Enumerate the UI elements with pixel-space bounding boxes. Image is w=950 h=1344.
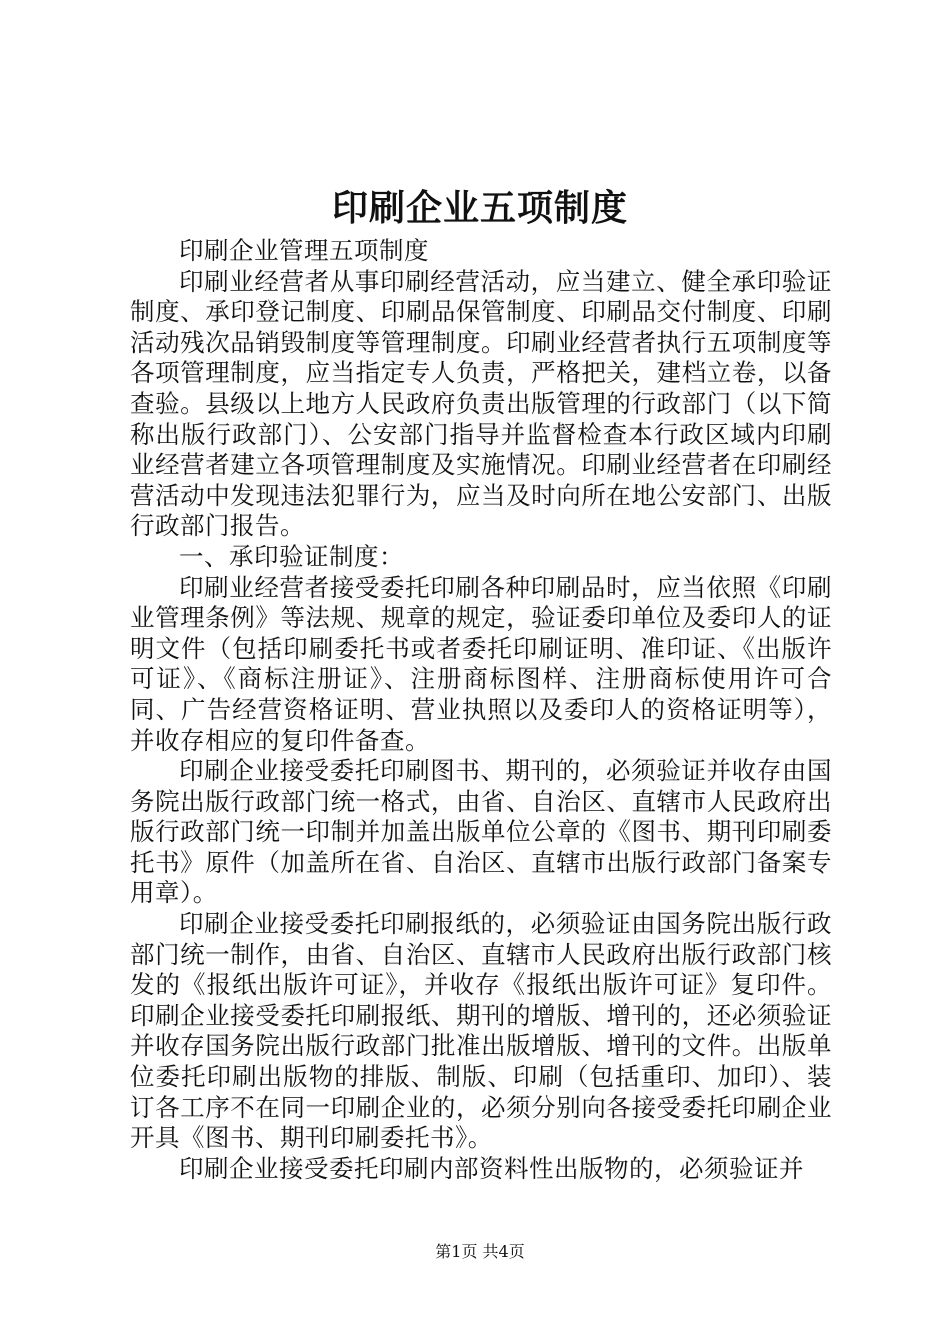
document-body — [130, 236, 832, 1184]
paragraph-subtitle: 印刷企业管理五项制度 — [179, 236, 429, 265]
page-number-footer: 第1页 共4页 — [435, 1242, 525, 1261]
section-heading: 一、承印验证制度： — [179, 541, 404, 571]
document-title: 印刷企业五项制度 — [331, 187, 628, 229]
paragraph: 印刷企业接受委托印刷报纸的，必须验证由国务院出版行政部门统一制作，由省、自治区、直辖市人民政府出版行政部门核发的《报纸出版许可证》，并收存《报纸出版许可证》复印件。印刷企业接受委托印刷报纸、期刊的增版、增刊的，还必须验证并收存国务院出版行政部门批准出版增版、增刊的文件。出版单位委托印刷出版物的排版、制版、印刷（包括重印、加印）、装订各工序不在同一印刷企业的，必须分别向各接受委托印刷企业开具《图书、期刊印刷委托书》。 — [130, 909, 832, 1153]
paragraph: 印刷业经营者接受委托印刷各种印刷品时，应当依照《印刷业管理条例》等法规、规章的规定，验证委印单位及委印人的证明文件（包括印刷委托书或者委托印刷证明、准印证、《出版许可证》、《商标注册证》、注册商标图样、注册商标使用许可合同、广告经营资格证明、营业执照以及委印人的资格证明等），并收存相应的复印件备查。 — [130, 572, 832, 755]
paragraph-intro: 印刷业经营者从事印刷经营活动，应当建立、健全承印验证制度、承印登记制度、印刷品保管制度、印刷品交付制度、印刷活动残次品销毁制度等管理制度。印刷业经营者执行五项制度等各项管理制度，应当指定专人负责，严格把关，建档立卷，以备查验。县级以上地方人民政府负责出版管理的行政部门（以下简称出版行政部门）、公安部门指导并监督检查本行政区域内印刷业经营者建立各项管理制度及实施情况。印刷业经营者在印刷经营活动中发现违法犯罪行为，应当及时向所在地公安部门、出版行政部门报告。 — [130, 266, 832, 541]
paragraph: 印刷企业接受委托印刷内部资料性出版物的，必须验证并 — [179, 1153, 804, 1183]
paragraph: 印刷企业接受委托印刷图书、期刊的，必须验证并收存由国务院出版行政部门统一格式，由省、自治区、直辖市人民政府出版行政部门统一印制并加盖出版单位公章的《图书、期刊印刷委托书》原件（加盖所在省、自治区、直辖市出版行政部门备案专用章）。 — [130, 756, 832, 908]
